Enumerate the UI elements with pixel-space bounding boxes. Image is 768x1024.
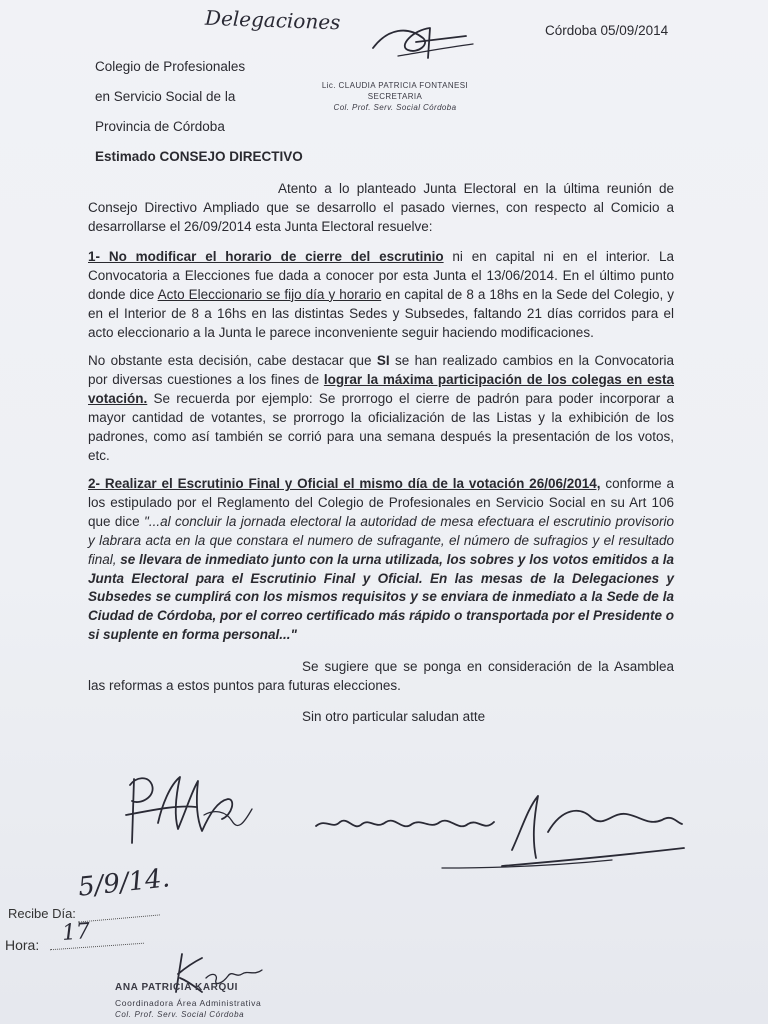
receipt-day-value: 5/9/14. xyxy=(76,863,172,903)
point-2-heading: 2- Realizar el Escrutinio Final y Oficial el mismo día de la votación 26/06/2014, xyxy=(88,476,601,491)
receipt-day-label: Recibe Día: xyxy=(8,906,76,921)
point-1-paragraph xyxy=(88,248,674,343)
receipt-time-label: Hora: xyxy=(5,937,40,953)
notwithstanding-text-c: Se recuerda por ejemplo: Se prorrogo el cierre de padrón para poder incorporar a mayor cantidad de votantes, se prorrogo la oficialización de las Listas y la exhibición de los padrones, como así también se corrió para una semana después la presentación de los votos, etc. xyxy=(88,390,674,463)
stamp-name: Lic. CLAUDIA PATRICIA FONTANESI xyxy=(321,81,469,90)
point-1-text-b: en capital de 8 a 18hs en la Sede del Colegio, y en el Interior de 8 a 16hs en las distintas Sedes y Subsedes, faltando 21 días corridos para el acto eleccionario a la Junta le parece inconveniente seguir haciendo modificaciones. xyxy=(88,286,675,340)
notwithstanding-paragraph xyxy=(88,352,674,465)
recipient-line-2: en Servicio Social de la xyxy=(95,89,236,104)
letter-date: Córdoba 05/09/2014 xyxy=(545,23,669,38)
point-2-quote-bold-italic: se llevara de inmediato junto con la urna utilizada, los sobres y los votos emitidos a la Junta Electoral para el Escrutinio Final y Oficial. En las mesas de la Delegaciones y Subsedes se cumplirá con los mismos requisitos y se enviara de inmediato a la Sede de la Ciudad de Córdoba, por el correo certificado más rápido o transportada por el Presidente o si suplente en forma personal..." xyxy=(88,551,674,643)
point-2-text-a: conforme a los estipulado por el Reglamento del Colegio de Profesionales en Servicio Social en su Art 106 que dice xyxy=(88,476,674,529)
receipt-time-value: 17 xyxy=(61,919,91,946)
secretary-stamp xyxy=(300,80,490,113)
stamp-org: Col. Prof. Serv. Social Córdoba xyxy=(333,103,457,112)
notwithstanding-bold-underlined: lograr la máxima participación de los colegas en esta votación. xyxy=(88,371,675,406)
intro-text: Atento a lo planteado Junta Electoral en la última reunión de Consejo Directivo Ampliado que se desarrollo el pasado viernes, con respecto al Comicio a desarrollarse el 26/09/2014 esta Junta Electoral resuelve: xyxy=(88,181,674,234)
bottom-stamp-name: ANA PATRICIA KARQUI xyxy=(115,982,239,993)
point-2-quote-italic: "...al concluir la jornada electoral la autoridad de mesa efectuara el escrutinio provisorio y labrara acta en la que constara el numero de sufragante, el número de sufragios y el resultado final, xyxy=(88,513,674,567)
notwithstanding-si: SI xyxy=(376,353,390,368)
recipient-line-3: Provincia de Córdoba xyxy=(95,119,225,134)
notwithstanding-text-a: No obstante esta decisión, cabe destacar que xyxy=(88,353,377,368)
closing-line: Sin otro particular saludan atte xyxy=(302,709,486,724)
suggestion-paragraph xyxy=(88,658,674,696)
handwritten-top-note: Delegaciones xyxy=(204,5,341,35)
recipient-line-1: Colegio de Profesionales xyxy=(95,59,246,74)
stamp-role: SECRETARIA xyxy=(367,92,423,101)
point-2-paragraph xyxy=(88,475,674,645)
bottom-stamp-org: Col. Prof. Serv. Social Córdoba xyxy=(115,1010,245,1019)
point-1-text-a: ni en capital ni en el interior. La Convocatoria a Elecciones fue dada a conocer por esta Junta el 13/06/2014. En el último punto donde dice xyxy=(88,249,674,302)
bottom-stamp-role: Coordinadora Área Administrativa xyxy=(115,998,262,1008)
notwithstanding-text-b: se han realizado cambios en la Convocatoria por diversas cuestiones a los fines de xyxy=(88,353,674,387)
signature-left xyxy=(118,765,268,855)
point-1-heading: 1- No modificar el horario de cierre del escrutinio xyxy=(88,249,444,264)
receipt-day-dotted-line xyxy=(78,914,160,922)
point-1-underlined: Acto Eleccionario se fijo día y horario xyxy=(157,286,382,302)
salutation: Estimado CONSEJO DIRECTIVO xyxy=(95,149,303,164)
top-initials-signature xyxy=(368,18,478,63)
suggestion-text: Se sugiere que se ponga en consideración de la Asamblea las reformas a estos puntos para futuras elecciones. xyxy=(88,659,674,693)
signature-right xyxy=(312,788,692,878)
intro-paragraph xyxy=(88,180,674,237)
